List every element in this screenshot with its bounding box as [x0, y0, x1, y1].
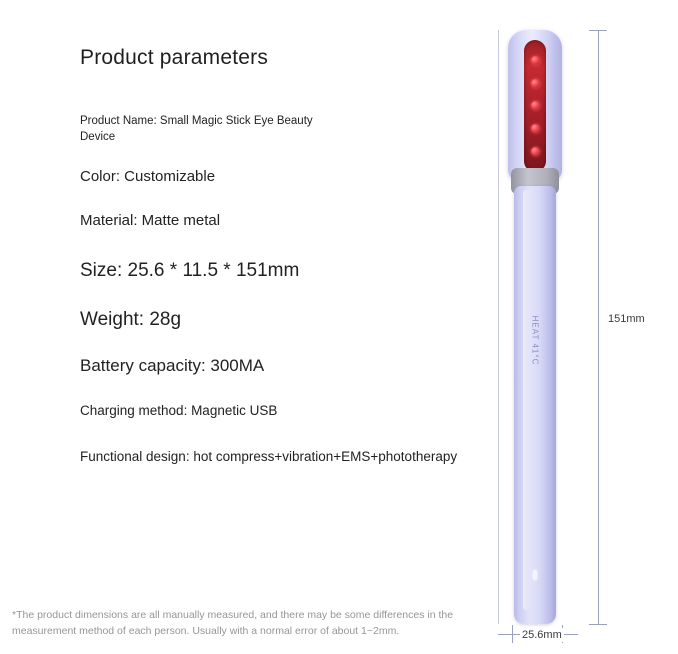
- spec-size: Size: 25.6 * 11.5 * 151mm: [80, 259, 300, 281]
- device-head: [508, 30, 562, 182]
- spec-product-name: Product Name: Small Magic Stick Eye Beauty Device: [80, 115, 313, 143]
- device-body: [514, 186, 556, 624]
- dimension-width-label: 25.6mm: [522, 629, 562, 641]
- spec-battery-capacity: Battery capacity: 300MA: [80, 355, 265, 375]
- spec-material: Material: Matte metal: [80, 212, 221, 230]
- spec-weight: Weight: 28g: [80, 309, 182, 331]
- specs-column: [80, 46, 500, 484]
- spec-functional-design: Functional design: hot compress+vibration+EMS+phototherapy: [80, 448, 458, 464]
- dimension-tick-bottom: [589, 624, 607, 625]
- led-dot-icon: [531, 56, 540, 65]
- led-dot-icon: [531, 124, 540, 133]
- led-dot-icon: [531, 79, 540, 88]
- spec-color: Color: Customizable: [80, 168, 216, 186]
- spec-charging-method: Charging method: Magnetic USB: [80, 402, 278, 418]
- dimension-line-height: [598, 30, 599, 624]
- measurement-disclaimer: *The product dimensions are all manually measured, and there may be some differences in the measurement method of each person. Usually with a normal error of about 1~2mm.: [12, 609, 454, 637]
- dimension-height-label: 151mm: [608, 313, 645, 325]
- device-brand-text: HEAT 41°C: [530, 315, 540, 366]
- page-title: Product parameters: [80, 46, 269, 69]
- power-indicator-icon: [533, 570, 537, 580]
- product-image: [498, 0, 678, 654]
- dimension-tick-left: [512, 625, 513, 643]
- led-dot-icon: [531, 101, 540, 110]
- led-dot-icon: [531, 147, 540, 156]
- led-strip: [524, 40, 546, 172]
- dimension-guide-left: [498, 30, 499, 624]
